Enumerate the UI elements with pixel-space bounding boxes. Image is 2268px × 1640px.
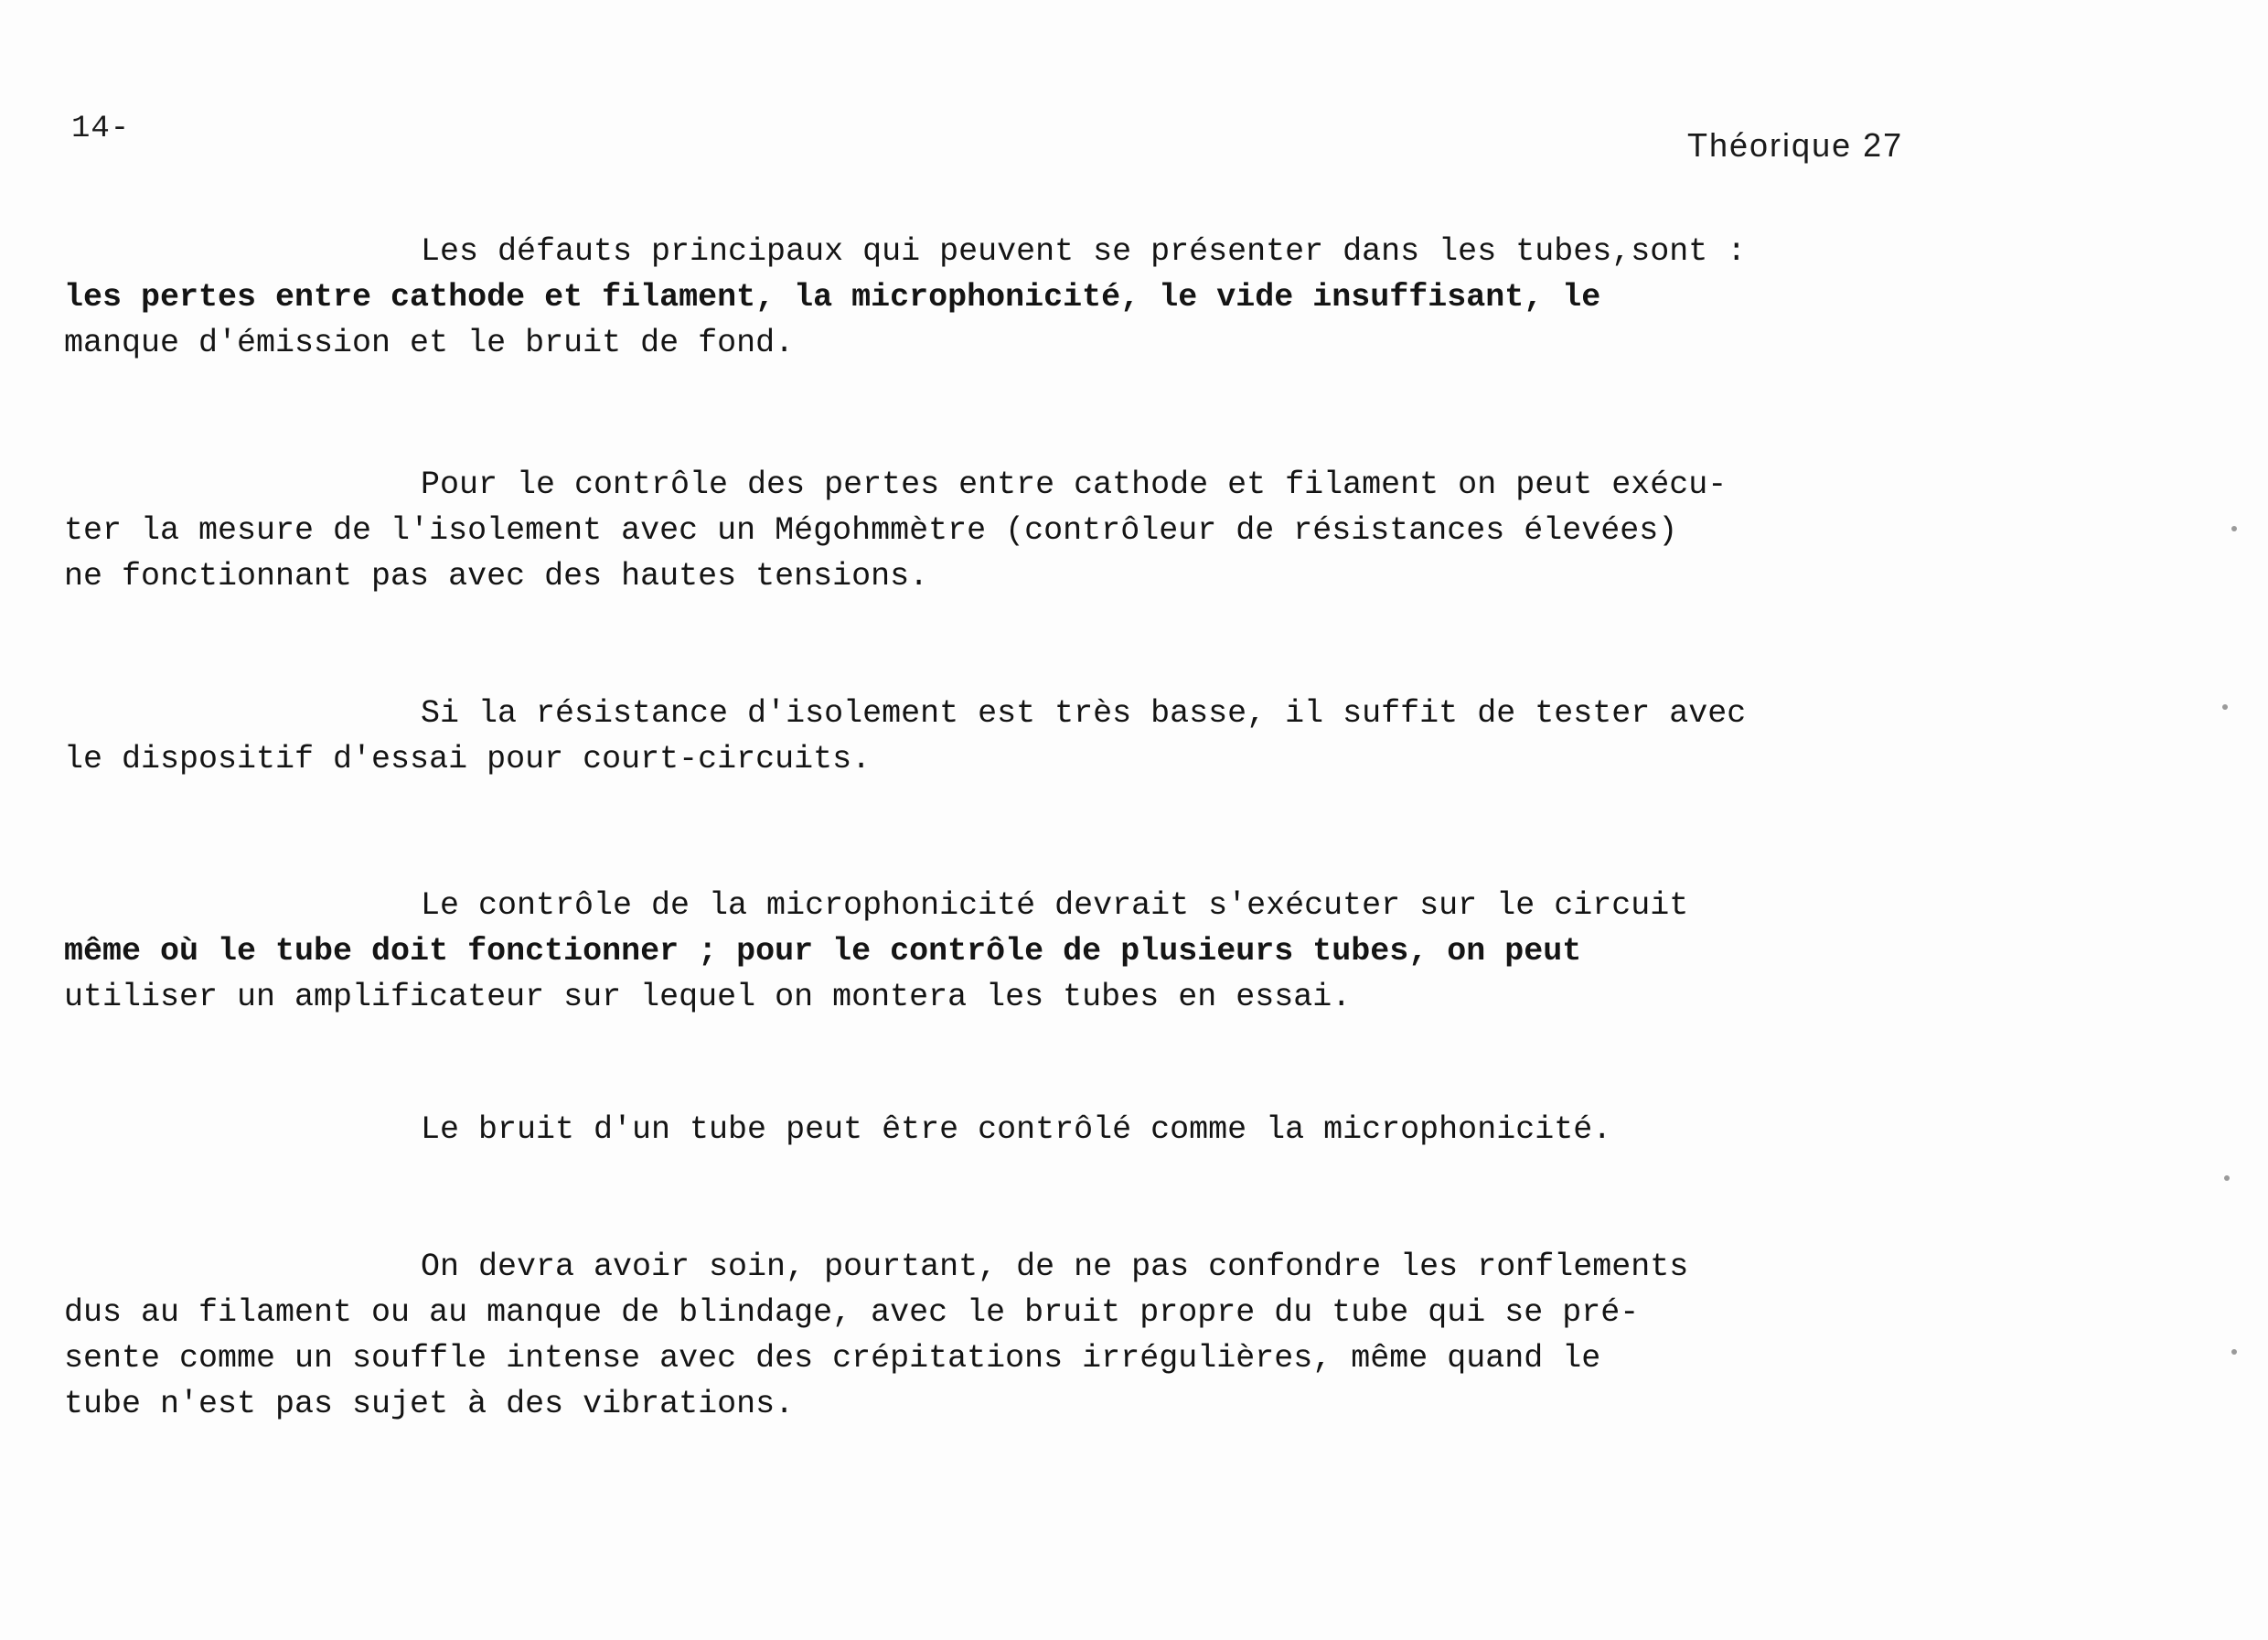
scan-speck — [2222, 704, 2228, 710]
paragraph-line: Les défauts principaux qui peuvent se présenter dans les tubes,sont : — [421, 233, 1747, 270]
paragraph-line: le dispositif d'essai pour court-circuits. — [64, 741, 872, 777]
paragraph-line: même où le tube doit fonctionner ; pour le contrôle de plusieurs tubes, on peut — [64, 933, 1582, 970]
paragraph-line: ne fonctionnant pas avec des hautes tensions. — [64, 558, 929, 595]
paragraph-line: manque d'émission et le bruit de fond. — [64, 325, 795, 361]
scan-speck — [2231, 1349, 2237, 1355]
paragraph-1 — [64, 229, 2030, 366]
paragraph-line: les pertes entre cathode et filament, la microphonicité, le vide insuffisant, le — [64, 279, 1601, 316]
paragraph-line: Le contrôle de la microphonicité devrait s'exécuter sur le circuit — [421, 887, 1689, 924]
paragraph-line: tube n'est pas sujet à des vibrations. — [64, 1386, 795, 1422]
paragraph-line: On devra avoir soin, pourtant, de ne pas confondre les ronflements — [421, 1249, 1689, 1285]
paragraph-line: Pour le contrôle des pertes entre cathode et filament on peut exécu- — [421, 466, 1728, 503]
paragraph-line: ter la mesure de l'isolement avec un Mégohmmètre (contrôleur de résistances élevées) — [64, 512, 1678, 549]
paragraph-6 — [64, 1244, 2030, 1427]
section-header: Théorique 27 — [1687, 126, 1904, 164]
page-number: 14- — [71, 112, 131, 146]
paragraph-4 — [64, 883, 2030, 1020]
paragraph-line: sente comme un souffle intense avec des crépitations irrégulières, même quand le — [64, 1340, 1601, 1377]
paragraph-line: dus au filament ou au manque de blindage, avec le bruit propre du tube qui se pré- — [64, 1294, 1640, 1331]
paragraph-line: Si la résistance d'isolement est très basse, il suffit de tester avec — [421, 695, 1747, 732]
scan-speck — [2231, 526, 2237, 531]
paragraph-2 — [64, 462, 2030, 599]
paragraph-line: Le bruit d'un tube peut être contrôlé comme la microphonicité. — [421, 1111, 1612, 1148]
scan-speck — [2224, 1175, 2230, 1181]
paragraph-5 — [64, 1107, 2030, 1152]
paragraph-3 — [64, 691, 2030, 782]
paragraph-line: utiliser un amplificateur sur lequel on montera les tubes en essai. — [64, 979, 1352, 1015]
